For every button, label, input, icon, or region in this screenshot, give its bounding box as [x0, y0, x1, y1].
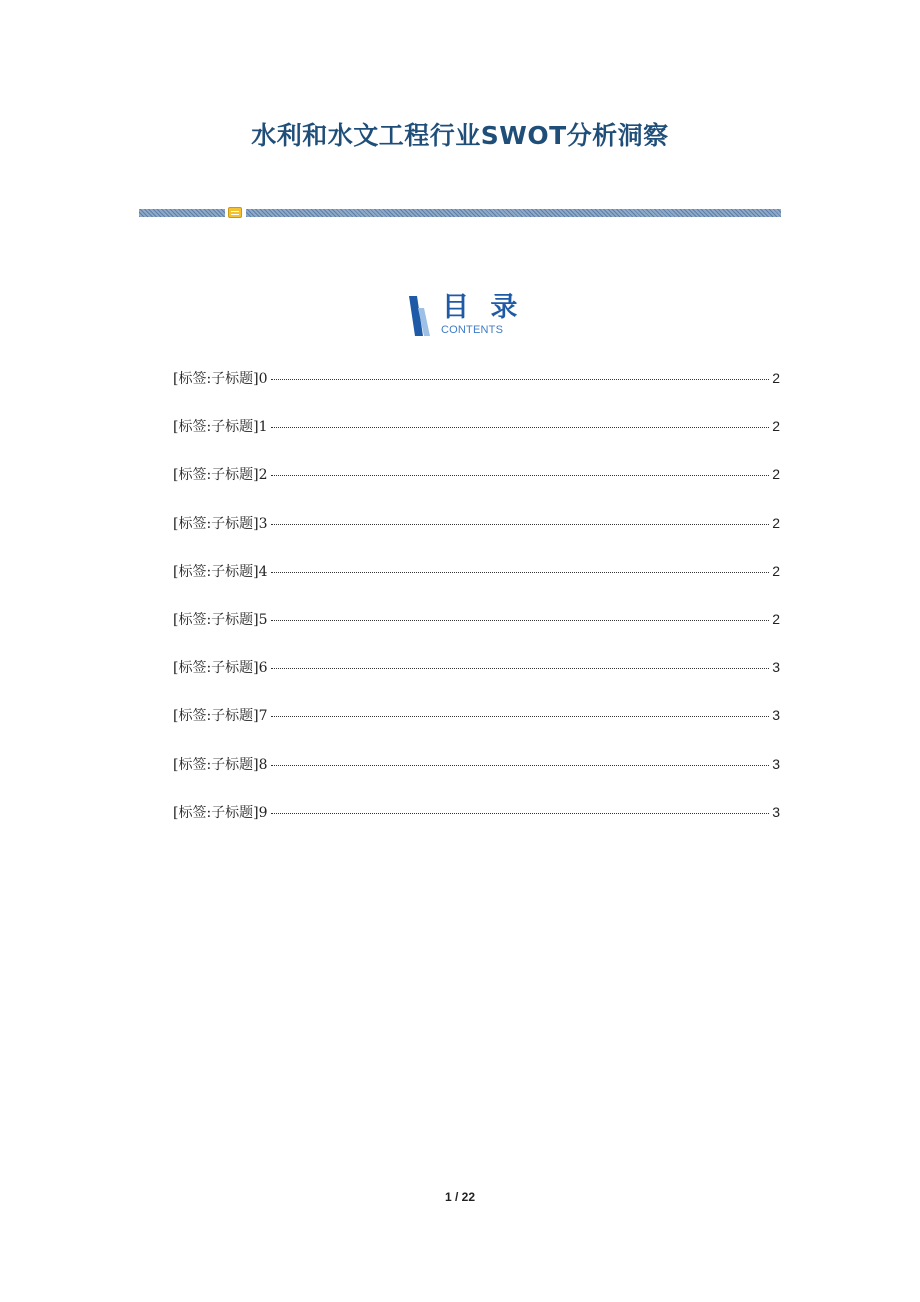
toc-leader-dots [271, 378, 770, 380]
toc-entry-page: 2 [772, 562, 780, 579]
toc-leader-dots [271, 764, 770, 766]
toc-leader-dots [271, 715, 770, 717]
toc-entry-label: [标签:子标题]1 [173, 419, 268, 436]
toc-entry-label: [标签:子标题]8 [173, 756, 268, 773]
toc-entry-label: [标签:子标题]4 [173, 563, 268, 580]
toc-entry[interactable] [173, 512, 780, 560]
toc-entry-page: 3 [772, 659, 780, 676]
toc-entry-page: 2 [772, 610, 780, 627]
toc-entry-label: [标签:子标题]9 [173, 804, 268, 821]
toc-leader-dots [271, 523, 770, 525]
bookmark-icon [405, 292, 439, 338]
toc-entry[interactable] [173, 608, 780, 656]
toc-heading [405, 292, 525, 340]
toc-entry-page: 2 [772, 418, 780, 435]
toc-leader-dots [271, 619, 770, 621]
toc-leader-dots [271, 426, 770, 428]
toc-entry-label: [标签:子标题]6 [173, 660, 268, 677]
toc-heading-en: CONTENTS [441, 324, 504, 336]
toc-entry-page: 2 [772, 370, 780, 386]
title-divider-left [139, 209, 225, 217]
toc-entry[interactable] [173, 656, 780, 704]
toc-heading-zh: 目 录 [442, 292, 524, 323]
toc-entry[interactable] [173, 560, 780, 608]
toc-entry[interactable] [173, 463, 780, 511]
toc-entry-label: [标签:子标题]7 [173, 708, 268, 725]
page-number: 1 / 22 [444, 1190, 476, 1204]
document-icon [228, 207, 242, 218]
toc-entry[interactable] [173, 704, 780, 752]
toc-entry-label: [标签:子标题]0 [173, 371, 268, 387]
toc-leader-dots [271, 812, 770, 814]
toc-entry[interactable] [173, 801, 780, 849]
document-title: 水利和水文工程行业SWOT分析洞察 [251, 121, 669, 150]
toc-entry[interactable] [173, 367, 780, 415]
toc-leader-dots [271, 571, 770, 573]
toc-entry[interactable] [173, 753, 780, 801]
toc-entry-label: [标签:子标题]3 [173, 515, 268, 532]
toc-entry-label: [标签:子标题]5 [173, 611, 268, 628]
toc-list [173, 367, 780, 849]
toc-entry-page: 3 [772, 707, 780, 724]
toc-entry-page: 2 [772, 466, 780, 483]
title-divider-right [246, 209, 781, 217]
toc-entry-page: 3 [772, 755, 780, 772]
toc-leader-dots [271, 474, 770, 476]
toc-entry[interactable] [173, 415, 780, 463]
toc-entry-page: 2 [772, 514, 780, 531]
toc-entry-page: 3 [772, 803, 780, 820]
toc-leader-dots [271, 667, 770, 669]
toc-entry-label: [标签:子标题]2 [173, 467, 268, 484]
